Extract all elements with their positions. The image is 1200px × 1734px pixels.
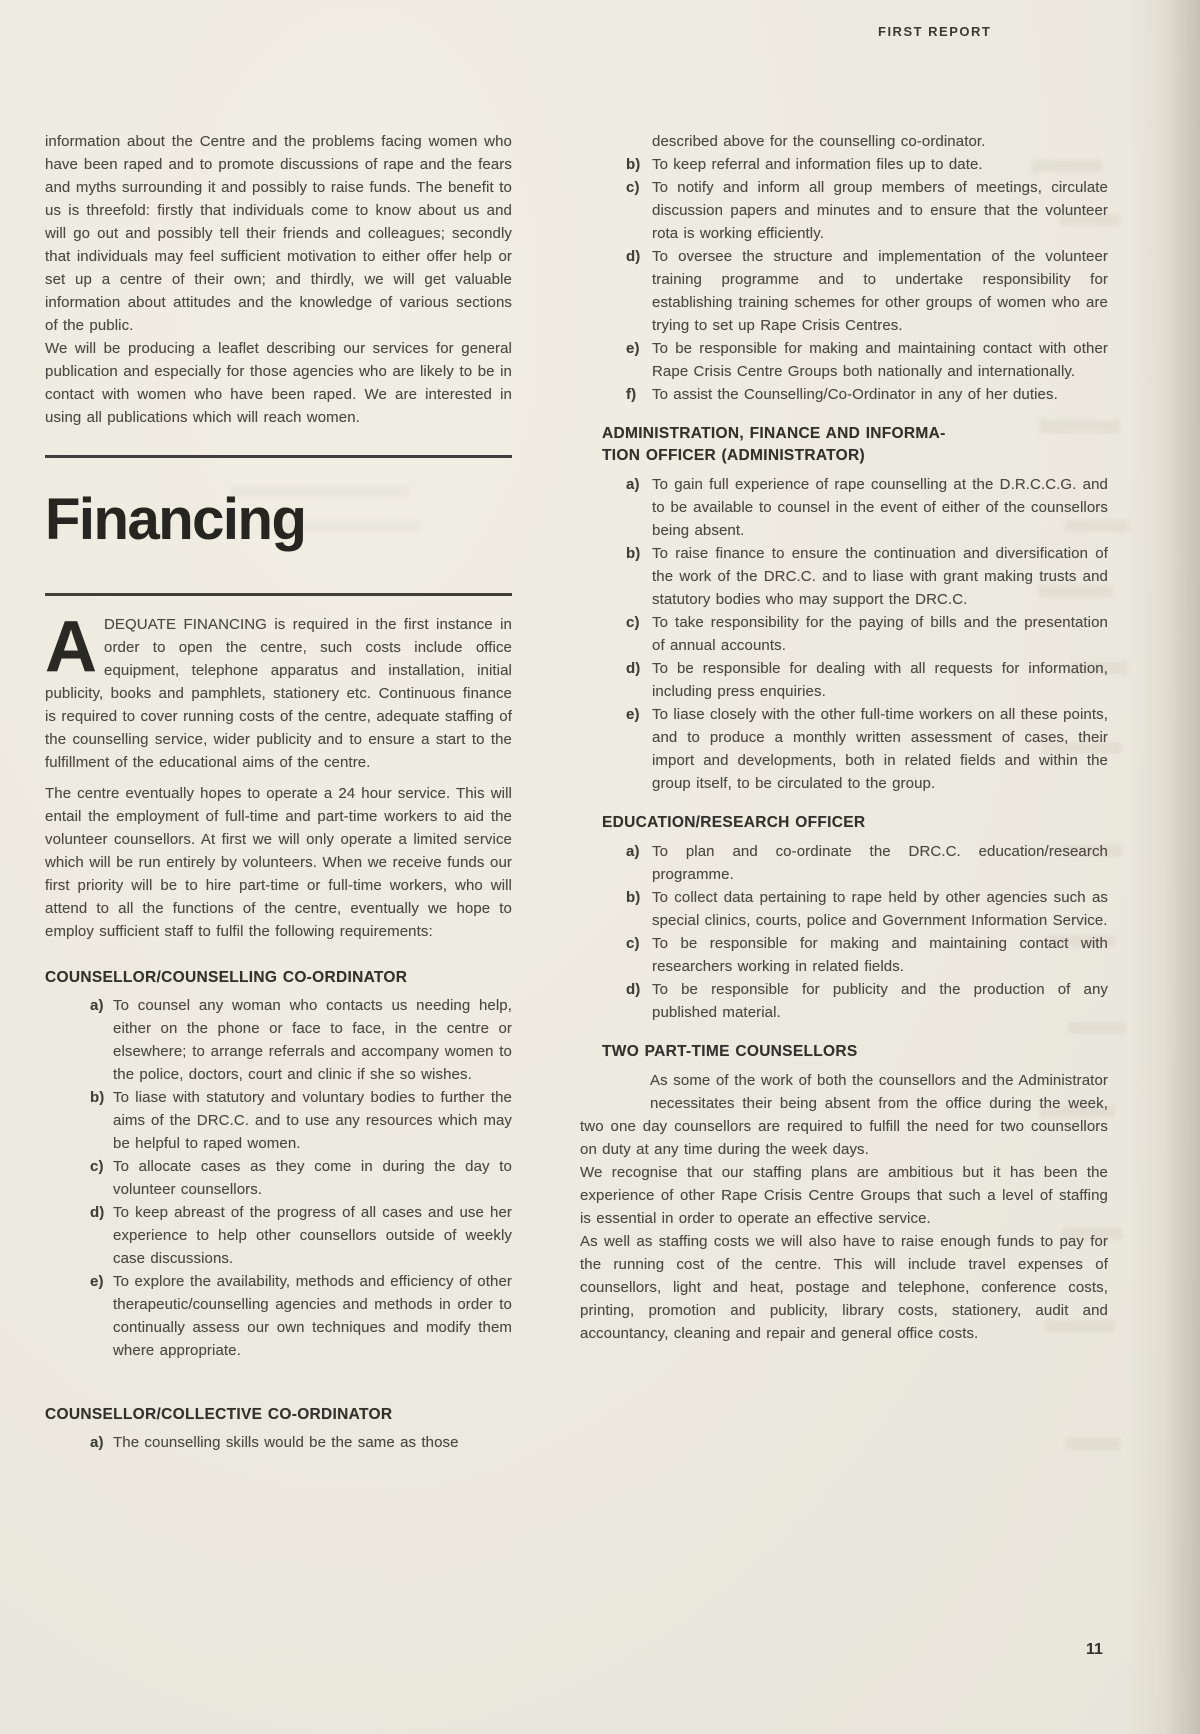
item-label: d): [626, 660, 641, 677]
list-item: [626, 383, 1108, 406]
item-text: To be responsible for dealing with all requests for information, including press enquiries.: [652, 660, 1108, 700]
item-label: b): [626, 156, 641, 173]
list-item: [626, 703, 1108, 795]
item-text: To counsel any woman who contacts us needing help, either on the phone or face to face, in the centre or elsewhere; to arrange referrals and accompany women to the police, doctors, court and clinic if she so wishes.: [113, 997, 512, 1083]
item-text: To allocate cases as they come in during the day to volunteer counsellors.: [113, 1158, 512, 1198]
intro-paragraph: We will be producing a leaflet describing our services for general publication and especially for those agencies who are likely to be in contact with women who have been raped. We are interested in using all publications which will reach women.: [45, 340, 512, 426]
item-text: To notify and inform all group members of meetings, circulate discussion papers and minutes and to ensure that the volunteer rota is working efficiently.: [652, 179, 1108, 242]
item-label: b): [90, 1089, 105, 1106]
item-label: c): [626, 179, 640, 196]
item-text: To take responsibility for the paying of bills and the presentation of annual accounts.: [652, 614, 1108, 654]
list-item: [626, 611, 1108, 657]
list-item: [626, 473, 1108, 542]
list-item: [626, 657, 1108, 703]
item-text: To be responsible for making and maintaining contact with other Rape Crisis Centre Groups both nationally and internationally.: [652, 340, 1108, 380]
list-item: [626, 153, 1108, 176]
list-item: [626, 245, 1108, 337]
item-text: To keep referral and information files up to date.: [652, 156, 983, 173]
item-label: b): [626, 889, 641, 906]
item-label: e): [90, 1273, 104, 1290]
list-item: [90, 994, 512, 1086]
item-text: To keep abreast of the progress of all cases and use her experience to help other counsellors outside of weekly case discussions.: [113, 1204, 512, 1267]
item-label: d): [626, 248, 641, 265]
section-heading-counsellor-coordinator: COUNSELLOR/COUNSELLING CO-ORDINATOR: [45, 969, 408, 986]
item-text: To assist the Counselling/Co-Ordinator in any of her duties.: [652, 386, 1058, 403]
item-label: a): [626, 476, 640, 493]
item-label: f): [626, 386, 637, 403]
item-label: a): [90, 1434, 104, 1451]
section-heading-education-research: EDUCATION/RESEARCH OFFICER: [602, 814, 866, 831]
list-item: [90, 1155, 512, 1201]
item-text: To oversee the structure and implementation of the volunteer training programme and to undertake responsibility for establishing training schemes for other groups of women who are trying to set up Rape Crisis Centres.: [652, 248, 1108, 334]
section-divider-rule: [45, 455, 512, 458]
item-label: e): [626, 706, 640, 723]
item-text: To collect data pertaining to rape held by other agencies such as special clinics, courts, police and Government Information Service.: [652, 889, 1108, 929]
item-label: d): [90, 1204, 105, 1221]
part-time-paragraph: We recognise that our staffing plans are ambitious but it has been the experience of other Rape Crisis Centre Groups that such a level of staffing is essential in order to operate an effective service.: [580, 1164, 1108, 1227]
item-text: To explore the availability, methods and efficiency of other therapeutic/counselling agencies and methods in order to continually assess our own techniques and modify them where appropriate.: [113, 1273, 512, 1359]
drop-cap: A: [45, 607, 95, 687]
adequate-financing-paragraph: [45, 607, 512, 774]
list-item: [90, 1086, 512, 1155]
item-text: To liase with statutory and voluntary bodies to further the aims of the DRC.C. and to use any resources which may be helpful to raped women.: [113, 1089, 512, 1152]
page-title: Financing: [45, 487, 306, 552]
item-text: To plan and co-ordinate the DRC.C. education/research programme.: [652, 843, 1108, 883]
continuation-line: described above for the counselling co-ordinator.: [652, 133, 986, 150]
item-label: a): [90, 997, 104, 1014]
list-item: [626, 542, 1108, 611]
item-text: To be responsible for publicity and the production of any published material.: [652, 981, 1108, 1021]
page-number: 11: [1086, 1641, 1103, 1658]
item-label: c): [626, 614, 640, 631]
running-header: FIRST REPORT: [878, 24, 992, 39]
item-text: To liase closely with the other full-time workers on all these points, and to produce a monthly written assessment of cases, their import and developments, both in related fields and within the group itself, to be circulated to the group.: [652, 706, 1108, 792]
section-heading-administrator: [602, 423, 1108, 467]
part-time-paragraph: As some of the work of both the counsellors and the Administrator necessitates their being absent from the office during the week, two one day counsellors are required to fulfill the need for two counsellors on duty at any time during the week days.: [580, 1072, 1108, 1158]
list-item: [626, 337, 1108, 383]
list-item: [626, 176, 1108, 245]
item-text: The counselling skills would be the same as those: [113, 1434, 459, 1451]
item-text: To gain full experience of rape counselling at the D.R.C.C.G. and to be available to counsel in the event of either of the counsellors being absent.: [652, 476, 1108, 539]
item-label: a): [626, 843, 640, 860]
part-time-paragraph: As well as staffing costs we will also have to raise enough funds to pay for the running cost of the centre. This will include travel expenses of counsellors, light and heat, postage and telephone, conference costs, printing, promotion and publicity, library costs, stationery, audit and accountancy, cleaning and repair and general office costs.: [580, 1233, 1108, 1342]
item-label: c): [626, 935, 640, 952]
page-edge-shadow: [1128, 0, 1200, 1734]
item-text: To be responsible for making and maintaining contact with researchers working in related fields.: [652, 935, 1108, 975]
item-label: b): [626, 545, 641, 562]
list-item: [90, 1201, 512, 1270]
section-heading-collective-coordinator: COUNSELLOR/COLLECTIVE CO-ORDINATOR: [45, 1406, 393, 1423]
staffing-paragraph: The centre eventually hopes to operate a 24 hour service. This will entail the employment of full-time and part-time workers to aid the volunteer counsellors. At first we will only operate a limited service which will be run entirely by volunteers. When we receive funds our first priority will be to hire part-time or full-time workers, who will attend to all the functions of the centre, eventually we hope to employ sufficient staff to fulfil the following requirements:: [45, 785, 512, 940]
item-text: To raise finance to ensure the continuation and diversification of the work of the DRC.C. and to liase with grant making trusts and statutory bodies who may support the DRC.C.: [652, 545, 1108, 608]
list-item: [90, 1270, 512, 1362]
item-label: e): [626, 340, 640, 357]
section-divider-rule: [45, 593, 512, 596]
list-item: [90, 1431, 512, 1454]
list-item: [626, 978, 1108, 1024]
paragraph-text: DEQUATE FINANCING is required in the first instance in order to open the centre, such costs include office equipment, telephone apparatus and installation, initial publicity, books and pamphlets, stationery etc. Continuous finance is required to cover running costs of the centre, adequate staffing of the counselling service, wider publicity and to ensure a start to the fulfillment of the educational aims of the centre.: [45, 616, 512, 771]
list-item: [626, 840, 1108, 886]
list-item: [626, 886, 1108, 932]
right-column: [580, 130, 1108, 1345]
section-heading-part-time-counsellors: TWO PART-TIME COUNSELLORS: [602, 1043, 858, 1060]
item-label: c): [90, 1158, 104, 1175]
left-column: [45, 130, 512, 1454]
heading-line: TION OFFICER (ADMINISTRATOR): [602, 447, 865, 464]
list-item: [626, 932, 1108, 978]
heading-line: ADMINISTRATION, FINANCE AND INFORMA-: [602, 425, 946, 442]
intro-paragraph: information about the Centre and the problems facing women who have been raped and to promote discussions of rape and the fears and myths surrounding it and possibly to raise funds. The benefit to us is threefold: firstly that individuals come to know about us and will go out and possibly tell their friends and colleagues; secondly that individuals may feel sufficient motivation to either offer help or set up a centre of their own; and thirdly, we will get valuable information about attitudes and the knowledge of various sections of the public.: [45, 133, 512, 334]
item-label: d): [626, 981, 641, 998]
